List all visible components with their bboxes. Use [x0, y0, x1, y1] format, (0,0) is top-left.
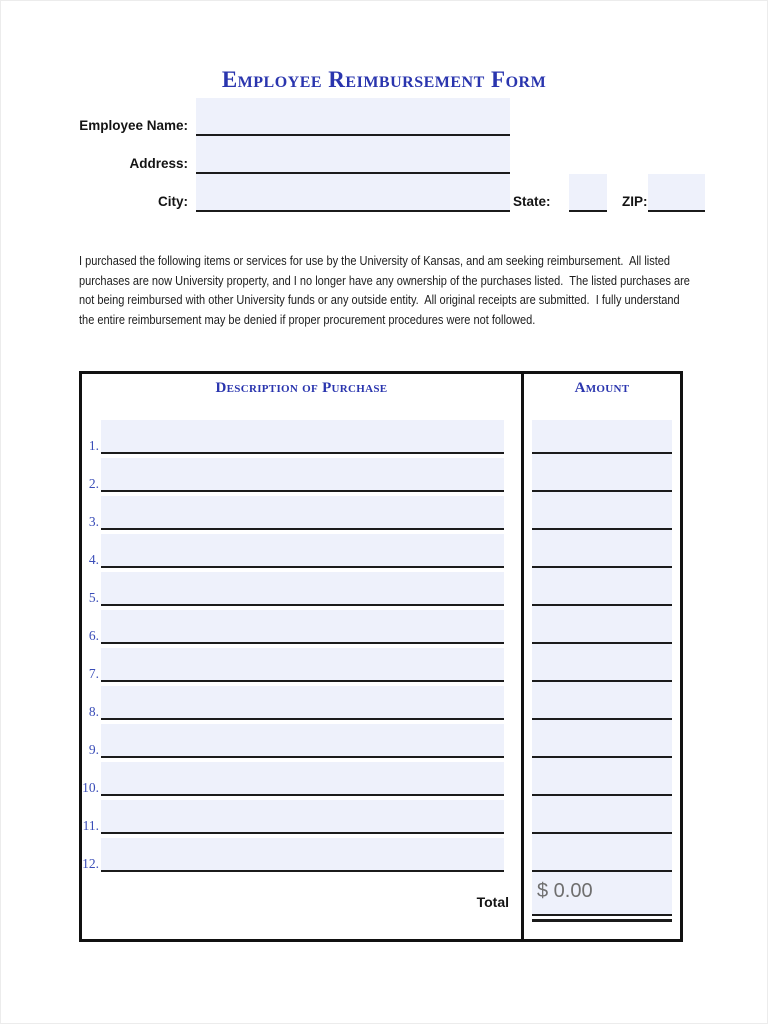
row-number: 11. [82, 817, 99, 833]
description-column [82, 374, 521, 939]
description-input-9[interactable] [101, 724, 504, 758]
purchase-table [79, 371, 683, 942]
total-row [82, 872, 521, 939]
zip-label: ZIP: [622, 194, 648, 209]
amount-input-7[interactable] [532, 644, 672, 682]
employee-name-label: Employee Name: [79, 118, 188, 133]
description-input-12[interactable] [101, 838, 504, 872]
description-input-7[interactable] [101, 648, 504, 682]
row-number: 7. [88, 665, 99, 681]
top-fields-section [56, 98, 510, 212]
description-row [82, 834, 521, 872]
reimbursement-statement [79, 252, 693, 330]
description-row [82, 682, 521, 720]
row-number: 8. [88, 703, 99, 719]
amount-input-1[interactable] [532, 420, 672, 454]
description-row [82, 416, 521, 454]
description-input-1[interactable] [101, 420, 504, 454]
amount-input-12[interactable] [532, 834, 672, 872]
statement-line: I purchased the following items or services for use by the University of Kansas, and am seeking reimbursement. All listed [79, 254, 671, 268]
row-number: 2. [88, 475, 99, 491]
row-number: 9. [88, 741, 99, 757]
total-double-rule [532, 919, 672, 922]
statement-line: purchases are now University property, and I no longer have any ownership of the purchases listed. The listed purchases are [79, 273, 690, 288]
description-row [82, 758, 521, 796]
amount-fields [532, 420, 672, 916]
row-number: 12. [82, 855, 99, 871]
description-input-4[interactable] [101, 534, 504, 568]
form-title: Employee Reimbursement Form [221, 67, 547, 92]
row-number: 5. [88, 589, 99, 605]
row-number: 4. [88, 551, 99, 567]
description-input-2[interactable] [101, 458, 504, 492]
description-input-8[interactable] [101, 686, 504, 720]
amount-input-11[interactable] [532, 796, 672, 834]
employee-name-field[interactable] [196, 98, 510, 136]
description-row [82, 644, 521, 682]
city-label: City: [158, 194, 188, 209]
description-input-3[interactable] [101, 496, 504, 530]
description-input-11[interactable] [101, 800, 504, 834]
state-field[interactable] [569, 174, 607, 212]
row-number: 10. [82, 779, 99, 795]
description-column-header: Description of Purchase [215, 380, 388, 396]
amount-input-6[interactable] [532, 606, 672, 644]
amount-input-8[interactable] [532, 682, 672, 720]
total-label: Total [476, 894, 509, 910]
description-row [82, 454, 521, 492]
amount-input-9[interactable] [532, 720, 672, 758]
address-label: Address: [129, 156, 188, 171]
state-label: State: [513, 194, 551, 209]
amount-column [521, 374, 680, 939]
description-input-6[interactable] [101, 610, 504, 644]
amount-input-3[interactable] [532, 492, 672, 530]
row-number: 6. [88, 627, 99, 643]
description-row [82, 568, 521, 606]
amount-input-10[interactable] [532, 758, 672, 796]
zip-field[interactable] [648, 174, 705, 212]
description-input-5[interactable] [101, 572, 504, 606]
description-input-10[interactable] [101, 762, 504, 796]
row-number: 1. [88, 437, 99, 453]
address-field[interactable] [196, 136, 510, 174]
amount-input-5[interactable] [532, 568, 672, 606]
total-amount-field[interactable]: $ 0.00 [532, 872, 672, 916]
description-row [82, 720, 521, 758]
description-row [82, 796, 521, 834]
statement-line: not being reimbursed with other University funds or any outside entity. All original receipts are submitted. I fully understand [79, 293, 680, 308]
statement-line: the entire reimbursement may be denied if proper procurement procedures were not followed. [79, 312, 536, 327]
amount-input-4[interactable] [532, 530, 672, 568]
amount-input-2[interactable] [532, 454, 672, 492]
description-row [82, 530, 521, 568]
description-row [82, 606, 521, 644]
amount-column-header: Amount [574, 380, 630, 396]
row-number: 3. [88, 513, 99, 529]
city-field[interactable] [196, 174, 510, 212]
description-row [82, 492, 521, 530]
